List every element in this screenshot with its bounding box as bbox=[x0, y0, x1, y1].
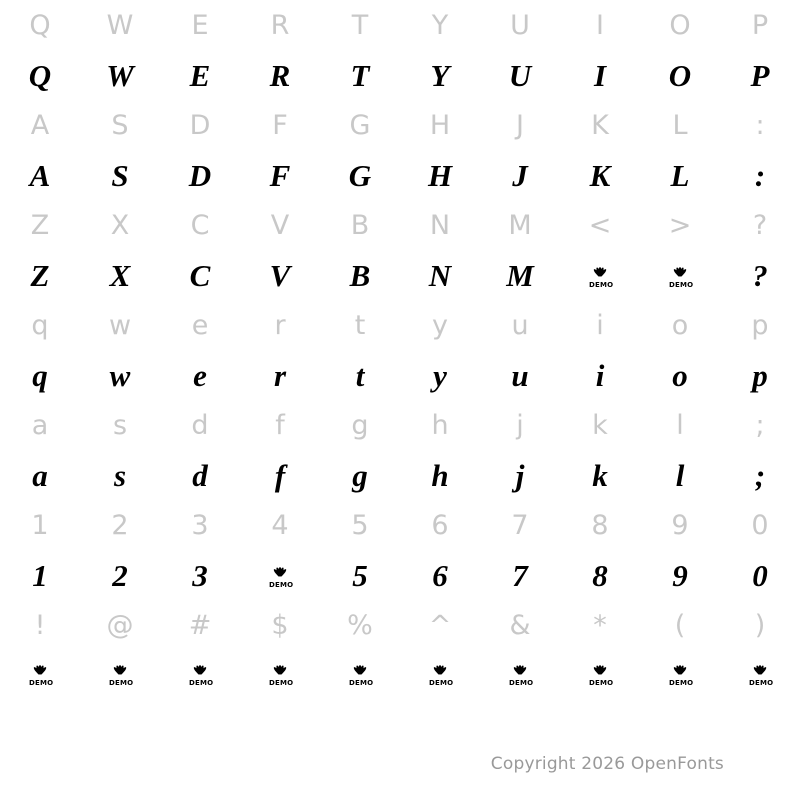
reference-glyph-cell: g bbox=[351, 409, 369, 441]
glyph-cell: g bbox=[352, 457, 368, 493]
specimen-row bbox=[0, 250, 800, 300]
reference-row bbox=[0, 400, 800, 450]
reference-glyph-cell: V bbox=[270, 209, 290, 241]
glyph-cell: k bbox=[592, 457, 608, 493]
glyph-cell: p bbox=[752, 357, 768, 393]
glyph-cell: ; bbox=[754, 457, 766, 493]
reference-glyph-cell: % bbox=[347, 609, 373, 641]
reference-glyph-cell: S bbox=[111, 109, 129, 141]
reference-glyph-cell: I bbox=[596, 9, 604, 41]
reference-glyph-cell: h bbox=[431, 409, 449, 441]
reference-row bbox=[0, 100, 800, 150]
glyph-cell: 6 bbox=[432, 557, 448, 593]
glyph-cell: 8 bbox=[592, 557, 608, 593]
reference-glyph-cell: C bbox=[190, 209, 210, 241]
reference-glyph-cell: B bbox=[350, 209, 370, 241]
glyph-cell: e bbox=[193, 357, 207, 393]
reference-glyph-cell: d bbox=[191, 409, 209, 441]
reference-glyph-cell: K bbox=[591, 109, 609, 141]
reference-row bbox=[0, 500, 800, 550]
glyph-cell: Z bbox=[30, 257, 50, 293]
glyph-cell: T bbox=[350, 57, 370, 93]
glyph-cell: C bbox=[189, 257, 211, 293]
glyph-cell: K bbox=[589, 157, 611, 193]
reference-glyph-cell: & bbox=[509, 609, 531, 641]
reference-glyph-cell: H bbox=[429, 109, 451, 141]
glyph-cell: V bbox=[269, 257, 291, 293]
glyph-cell: f bbox=[274, 457, 286, 493]
glyph-cell: j bbox=[515, 457, 525, 493]
glyph-cell: 0 bbox=[752, 557, 768, 593]
glyph-cell: D bbox=[188, 157, 212, 193]
reference-glyph-cell: M bbox=[508, 209, 532, 241]
reference-glyph-cell: * bbox=[593, 609, 607, 641]
reference-glyph-cell: ^ bbox=[428, 609, 452, 641]
reference-glyph-cell: Y bbox=[431, 9, 449, 41]
reference-glyph-cell: p bbox=[751, 309, 769, 341]
demo-badge-icon: DEMO bbox=[80, 658, 160, 689]
glyph-cell: L bbox=[670, 157, 690, 193]
reference-glyph-cell: e bbox=[191, 309, 209, 341]
glyph-cell: i bbox=[595, 357, 605, 393]
glyph-cell: h bbox=[431, 457, 449, 493]
reference-glyph-cell: X bbox=[110, 209, 130, 241]
reference-glyph-cell: Q bbox=[29, 9, 51, 41]
reference-glyph-cell: t bbox=[354, 309, 366, 341]
glyph-cell: 7 bbox=[512, 557, 528, 593]
demo-badge-icon: DEMO bbox=[160, 658, 240, 689]
reference-glyph-cell: W bbox=[106, 9, 134, 41]
reference-glyph-cell: k bbox=[592, 409, 608, 441]
demo-badge-icon: DEMO bbox=[640, 658, 720, 689]
reference-glyph-cell: > bbox=[668, 209, 692, 241]
reference-glyph-cell: ? bbox=[752, 209, 768, 241]
reference-glyph-cell: J bbox=[516, 109, 524, 141]
glyph-cell: Y bbox=[430, 57, 450, 93]
copyright-notice: Copyright 2026 OpenFonts bbox=[490, 754, 724, 774]
glyph-cell: X bbox=[109, 257, 131, 293]
reference-glyph-cell: l bbox=[676, 409, 684, 441]
glyph-cell: U bbox=[508, 57, 532, 93]
reference-glyph-cell: q bbox=[31, 309, 49, 341]
reference-glyph-cell: ( bbox=[674, 609, 686, 641]
glyph-cell: 3 bbox=[192, 557, 208, 593]
demo-badge-icon: DEMO bbox=[560, 260, 640, 291]
reference-glyph-cell: i bbox=[596, 309, 604, 341]
reference-row bbox=[0, 0, 800, 50]
glyph-cell: d bbox=[192, 457, 208, 493]
glyph-cell: A bbox=[29, 157, 51, 193]
glyph-cell: M bbox=[506, 257, 534, 293]
glyph-cell: t bbox=[355, 357, 365, 393]
specimen-row bbox=[0, 650, 800, 696]
glyph-cell: s bbox=[113, 457, 127, 493]
glyph-cell: 1 bbox=[32, 557, 48, 593]
reference-glyph-cell: f bbox=[275, 409, 285, 441]
reference-glyph-cell: u bbox=[511, 309, 529, 341]
glyph-cell: R bbox=[269, 57, 291, 93]
reference-glyph-cell: ! bbox=[34, 609, 46, 641]
glyph-cell: F bbox=[269, 157, 291, 193]
reference-row bbox=[0, 200, 800, 250]
specimen-row bbox=[0, 350, 800, 400]
glyph-cell: o bbox=[672, 357, 688, 393]
glyph-cell: G bbox=[348, 157, 372, 193]
glyph-cell: J bbox=[512, 157, 528, 193]
demo-badge-icon: DEMO bbox=[240, 658, 320, 689]
reference-glyph-cell: D bbox=[189, 109, 211, 141]
glyph-cell: N bbox=[428, 257, 452, 293]
reference-glyph-cell: : bbox=[755, 109, 765, 141]
demo-badge-icon: DEMO bbox=[400, 658, 480, 689]
demo-badge-icon: DEMO bbox=[320, 658, 400, 689]
reference-glyph-cell: 4 bbox=[271, 509, 289, 541]
glyph-cell: r bbox=[273, 357, 287, 393]
glyph-cell: u bbox=[511, 357, 529, 393]
reference-glyph-cell: 7 bbox=[511, 509, 529, 541]
glyph-cell: w bbox=[109, 357, 131, 393]
reference-glyph-cell: E bbox=[191, 9, 209, 41]
glyph-cell: S bbox=[111, 157, 129, 193]
specimen-row bbox=[0, 550, 800, 600]
reference-glyph-cell: R bbox=[270, 9, 290, 41]
reference-glyph-cell: @ bbox=[106, 609, 134, 641]
glyph-cell: I bbox=[593, 57, 607, 93]
reference-glyph-cell: r bbox=[274, 309, 286, 341]
reference-glyph-cell: o bbox=[671, 309, 689, 341]
reference-glyph-cell: L bbox=[672, 109, 688, 141]
glyph-cell: B bbox=[349, 257, 371, 293]
demo-badge-icon: DEMO bbox=[560, 658, 640, 689]
reference-glyph-cell: < bbox=[588, 209, 612, 241]
reference-glyph-cell: 2 bbox=[111, 509, 129, 541]
demo-badge-icon: DEMO bbox=[720, 658, 800, 689]
reference-glyph-cell: T bbox=[351, 9, 369, 41]
reference-glyph-cell: # bbox=[188, 609, 212, 641]
glyph-cell: l bbox=[675, 457, 685, 493]
glyph-cell: y bbox=[433, 357, 447, 393]
demo-badge-icon: DEMO bbox=[480, 658, 560, 689]
reference-glyph-cell: 3 bbox=[191, 509, 209, 541]
reference-glyph-cell: w bbox=[108, 309, 132, 341]
reference-glyph-cell: F bbox=[272, 109, 288, 141]
reference-glyph-cell: $ bbox=[271, 609, 289, 641]
glyph-cell: 2 bbox=[112, 557, 128, 593]
reference-glyph-cell: 5 bbox=[351, 509, 369, 541]
reference-glyph-cell: j bbox=[516, 409, 524, 441]
reference-glyph-cell: ; bbox=[755, 409, 765, 441]
reference-glyph-cell: 1 bbox=[31, 509, 49, 541]
glyph-cell: H bbox=[427, 157, 453, 193]
glyph-cell: W bbox=[106, 57, 134, 93]
glyph-cell: Q bbox=[28, 57, 52, 93]
glyph-cell: q bbox=[32, 357, 48, 393]
glyph-cell: O bbox=[668, 57, 692, 93]
reference-glyph-cell: Z bbox=[30, 209, 50, 241]
reference-glyph-cell: A bbox=[30, 109, 50, 141]
specimen-row bbox=[0, 450, 800, 500]
demo-badge-icon: DEMO bbox=[640, 260, 720, 291]
glyph-cell: P bbox=[750, 57, 770, 93]
glyph-cell: 9 bbox=[672, 557, 688, 593]
reference-glyph-cell: P bbox=[751, 9, 769, 41]
reference-glyph-cell: O bbox=[669, 9, 691, 41]
demo-badge-icon: DEMO bbox=[0, 658, 80, 689]
reference-glyph-cell: ) bbox=[754, 609, 766, 641]
reference-glyph-cell: 9 bbox=[671, 509, 689, 541]
glyph-cell: a bbox=[32, 457, 48, 493]
reference-glyph-cell: U bbox=[510, 9, 530, 41]
reference-glyph-cell: 6 bbox=[431, 509, 449, 541]
glyph-cell: ? bbox=[752, 257, 768, 293]
reference-glyph-cell: s bbox=[112, 409, 128, 441]
reference-glyph-cell: 0 bbox=[751, 509, 769, 541]
reference-row bbox=[0, 300, 800, 350]
glyph-cell: E bbox=[189, 57, 211, 93]
demo-badge-icon: DEMO bbox=[240, 560, 320, 591]
reference-row bbox=[0, 600, 800, 650]
reference-glyph-cell: N bbox=[429, 209, 451, 241]
specimen-row bbox=[0, 50, 800, 100]
reference-glyph-cell: 8 bbox=[591, 509, 609, 541]
reference-glyph-cell: a bbox=[31, 409, 49, 441]
specimen-row bbox=[0, 150, 800, 200]
glyph-cell: 5 bbox=[352, 557, 368, 593]
glyph-cell: : bbox=[754, 157, 766, 193]
reference-glyph-cell: y bbox=[432, 309, 448, 341]
reference-glyph-cell: G bbox=[349, 109, 371, 141]
